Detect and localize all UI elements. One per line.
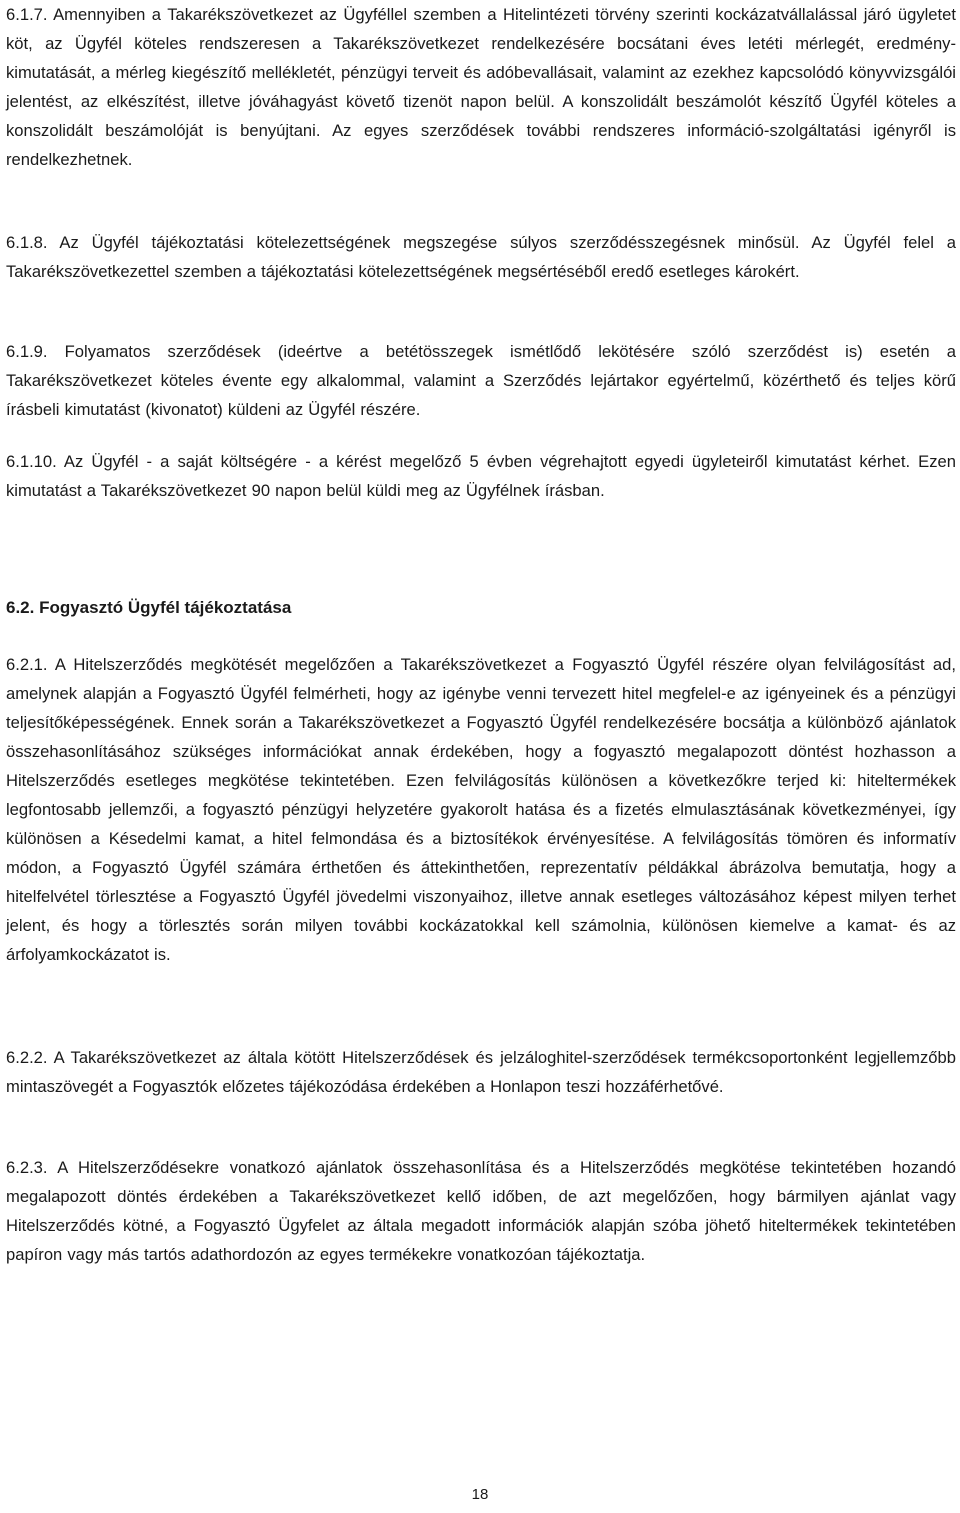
paragraph-6-1-7: 6.1.7. Amennyiben a Takarékszövetkezet az Ügyféllel szemben a Hitelintézeti törvény szerinti kockázatvállalással járó ügyletet köt, az Ügyfél köteles rendszeresen a Takarékszövetkezet rendelkezésére bocsátani éves letéti mérlegét, eredmény-kimutatását, a mérleg kiegészítő mellékletét, pénzügyi terveit és adóbevallásait, valamint az ezekhez kapcsolódó könyvvizsgálói jelentést, az elkészítést, illetve jóváhagyást követő tizenöt napon belül. A konszolidált beszámolót készítő Ügyfél köteles a konszolidált beszámolóját is benyújtani. Az egyes szerződések további rendszeres információ-szolgáltatási igényről is rendelkezhetnek. [6, 5, 956, 169]
paragraph-6-2-3: 6.2.3. A Hitelszerződésekre vonatkozó ajánlatok összehasonlítása és a Hitelszerződés megkötése tekintetében hozandó megalapozott döntés érdekében a Takarékszövetkezet kellő időben, de azt megelőzően, hogy bármilyen ajánlat vagy Hitelszerződés kötné, a Fogyasztó Ügyfelet az általa megadott információk alapján szóba jöhető hiteltermékek tekintetében papíron vagy más tartós adathordozón az egyes termékekre vonatkozóan tájékoztatja. [6, 1158, 956, 1264]
paragraph-6-1-9: 6.1.9. Folyamatos szerződések (ideértve a betétösszegek ismétlődő lekötésére szóló szerződést is) esetén a Takarékszövetkezet köteles évente egy alkalommal, valamint a Szerződés lejártakor egyértelmű, közérthető és teljes körű írásbeli kimutatást (kivonatot) küldeni az Ügyfél részére. [6, 342, 956, 419]
paragraph-6-1-8: 6.1.8. Az Ügyfél tájékoztatási kötelezettségének megszegése súlyos szerződésszegésnek minősül. Az Ügyfél felel a Takarékszövetkezettel szemben a tájékoztatási kötelezettségének megsértéséből eredő esetleges károkért. [6, 233, 956, 281]
page-number: 18 [471, 1486, 489, 1503]
paragraph-6-2-2: 6.2.2. A Takarékszövetkezet az általa kötött Hitelszerződések és jelzáloghitel-szerződések termékcsoportonként legjellemzőbb mintaszövegét a Fogyasztók előzetes tájékozódása érdekében a Honlapon teszi hozzáférhetővé. [6, 1048, 956, 1096]
paragraph-6-2-1: 6.2.1. A Hitelszerződés megkötését megelőzően a Takarékszövetkezet a Fogyasztó Ügyfél részére olyan felvilágosítást ad, amelynek alapján a Fogyasztó Ügyfél felmérheti, hogy az igénybe venni tervezett hitel megfelel-e az igényeinek és a pénzügyi teljesítőképességének. Ennek során a Takarékszövetkezet a Fogyasztó Ügyfél rendelkezésére bocsátja a különböző ajánlatok összehasonlításához szükséges információkat annak érdekében, hogy a fogyasztó megalapozott döntést hozhasson a Hitelszerződés esetleges megkötése tekintetében. Ezen felvilágosítás különösen a következőkre terjed ki: hiteltermékek legfontosabb jellemzői, a fogyasztó pénzügyi helyzetére gyakorolt hatása és a fizetés elmulasztásának következményei, így különösen a Késedelmi kamat, a hitel felmondása és a biztosítékok érvényesítése. A felvilágosítás tömören és informatív módon, a Fogyasztó Ügyfél számára érthetően és áttekinthetően, reprezentatív példákkal ábrázolva bemutatja, hogy a hitelfelvétel törlesztése a Fogyasztó Ügyfél jövedelmi viszonyaihoz, illetve annak esetleges változásához képest milyen terhet jelent, és hogy a törlesztés során milyen további kockázatokkal kell számolnia, különösen kiemelve a kamat- és az árfolyamkockázatot is. [6, 655, 956, 964]
paragraph-6-1-10: 6.1.10. Az Ügyfél - a saját költségére - a kérést megelőző 5 évben végrehajtott egyedi ügyleteiről kimutatást kérhet. Ezen kimutatást a Takarékszövetkezet 90 napon belül küldi meg az Ügyfélnek írásban. [6, 452, 956, 500]
section-heading-6-2: 6.2. Fogyasztó Ügyfél tájékoztatása [6, 598, 292, 617]
